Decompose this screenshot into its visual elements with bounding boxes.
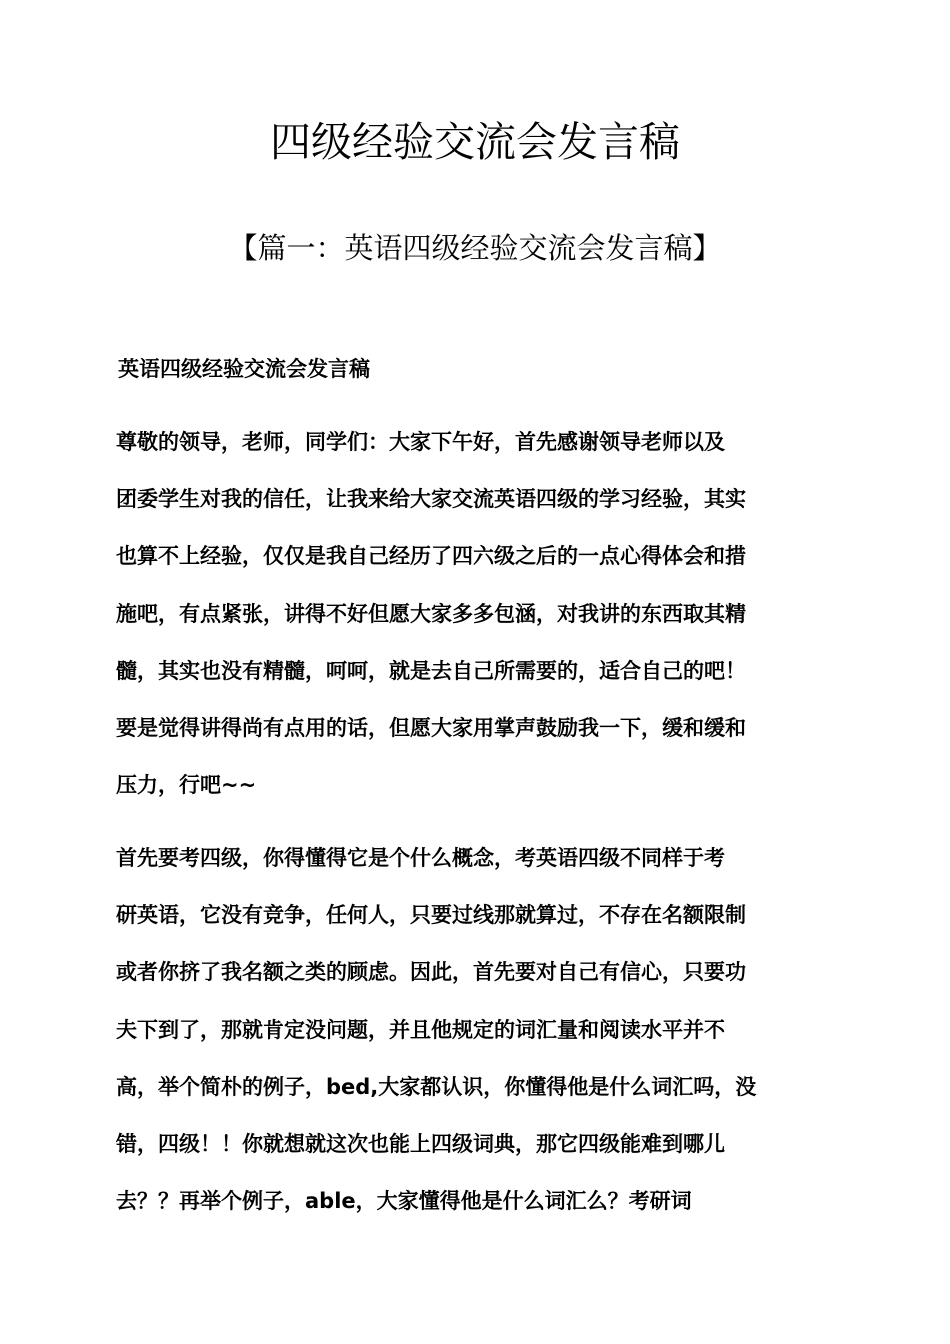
paragraph-line: 要是觉得讲得尚有点用的话，但愿大家用掌声鼓励我一下，缓和缓和 <box>116 716 746 741</box>
paragraph-line: 研英语，它没有竞争，任何人，只要过线那就算过，不存在名额限制 <box>116 903 746 928</box>
article-title: 英语四级经验交流会发言稿 <box>118 357 370 381</box>
paragraph-2 <box>116 830 838 1230</box>
paragraph-line: 团委学生对我的信任，让我来给大家交流英语四级的学习经验，其实 <box>116 487 746 512</box>
paragraph-line: 首先要考四级，你得懂得它是个什么概念，考英语四级不同样于考 <box>116 846 725 870</box>
paragraph-line: 尊敬的领导，老师，同学们：大家下午好，首先感谢领导老师以及 <box>116 430 725 454</box>
paragraph-line: 施吧，有点紧张，讲得不好但愿大家多多包涵，对我讲的东西取其精 <box>116 601 746 626</box>
paragraph-line: 髓，其实也没有精髓，呵呵，就是去自己所需要的，适合自己的吧！ <box>116 658 746 683</box>
paragraph-1 <box>116 414 838 814</box>
paragraph-line: 夫下到了，那就肯定没问题，并且他规定的词汇量和阅读水平并不 <box>116 1017 725 1042</box>
document-title: 四级经验交流会发言稿 <box>270 118 680 166</box>
paragraph-line: 也算不上经验，仅仅是我自己经历了四六级之后的一点心得体会和措 <box>116 544 746 569</box>
paragraph-line: 高，举个简朴的例子，bed,大家都认识，你懂得他是什么词汇吗，没 <box>116 1074 757 1099</box>
section-heading: 【篇一：英语四级经验交流会发言稿】 <box>228 231 722 265</box>
paragraph-line: 去？？再举个例子，able，大家懂得他是什么词汇么？考研词 <box>116 1189 692 1214</box>
paragraph-line: 压力，行吧~~ <box>116 773 257 798</box>
paragraph-line: 或者你挤了我名额之类的顾虑。因此，首先要对自己有信心，只要功 <box>116 960 746 985</box>
paragraph-line: 错，四级！！你就想就这次也能上四级词典，那它四级能难到哪儿 <box>116 1132 725 1157</box>
